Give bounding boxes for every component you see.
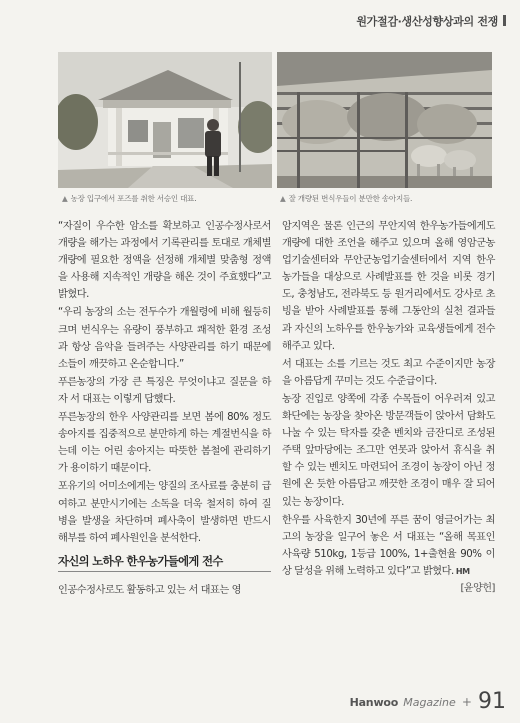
caption-triangle-icon: ▲ bbox=[62, 194, 68, 203]
paragraph: 암지역은 물론 인근의 무안지역 한우농가들에게도 개량에 대한 조언을 해주고 있으며 올해 영암군농업기술센터와 무안군농업기술센터에서 지역 한우농가들을 대상으로 사례발표를 한 것을 비롯 경기도, 충청남도, 전라북도 등 원거리에서도 강사로 초빙을 받아 사례발표를 통해 그동안의 실천 결과들과 자신의 노하우를 한우농가와 교육생들에게 전수해주고 있다. bbox=[282, 221, 495, 352]
page-footer bbox=[350, 689, 506, 714]
caption-text: 잘 개량된 번식우들이 분만한 송아지들. bbox=[288, 194, 413, 203]
plus-mark: + bbox=[461, 695, 472, 709]
caption-triangle-icon: ▲ bbox=[280, 194, 286, 203]
article-column-right bbox=[282, 218, 495, 597]
caption-text: 농장 입구에서 포즈를 취한 서승인 대표. bbox=[70, 194, 197, 203]
calves-photo bbox=[277, 52, 492, 188]
article-column-left bbox=[58, 218, 271, 599]
paragraph: 포유기의 어미소에게는 양질의 조사료를 충분히 급여하고 분만시기에는 소독을 더욱 철저히 하여 질병을 발생을 차단하며 폐사축이 발생하면 반드시 해부를 하여 폐사원인을 분석한다. bbox=[58, 481, 271, 544]
paragraph: 인공수정사로도 활동하고 있는 서 대표는 영 bbox=[58, 584, 241, 596]
farm-entrance-illustration bbox=[58, 52, 272, 188]
subheading: 자신의 노하우 한우농가들에게 전수 bbox=[58, 553, 271, 572]
paragraph: 푸른농장의 가장 큰 특징은 무엇이냐고 질문을 하자 서 대표는 이렇게 답했다. bbox=[58, 376, 271, 405]
paragraph-final-text: 한우를 사육한지 30년에 푸른 꿈이 영글어가는 최고의 농장을 일구어 놓은 서 대표는 “올해 목표인 사육량 510kg, 1등급 100%, 1+출현율 90% 이상 달성을 위해 노력하고 있다”고 밝혔다. bbox=[282, 514, 495, 577]
section-title-text: 원가절감·생산성향상과의 전쟁 bbox=[356, 15, 498, 28]
title-bar-decoration bbox=[503, 15, 506, 26]
page-number: 91 bbox=[478, 689, 506, 714]
author-byline: [윤양헌] bbox=[460, 582, 495, 594]
calves-illustration bbox=[277, 52, 492, 188]
paragraph: “우리 농장의 소는 전두수가 개월령에 비해 월등히 크며 번식우는 유량이 풍부하고 쾌적한 환경 조성과 항상 음악을 들려주는 사양관리를 하기 때문에 소들이 깨끗하고 온순합니다.” bbox=[58, 307, 271, 370]
paragraph: 푸른농장의 한우 사양관리를 보면 봄에 80% 정도 송아지를 집중적으로 분만하게 하는 계절번식을 하는데 이는 어린 송아지는 따뜻한 봄철에 관리하기가 용이하기 때문이다. bbox=[58, 412, 271, 475]
paragraph-final bbox=[282, 512, 495, 594]
paragraph: 서 대표는 소를 기르는 것도 최고 수준이지만 농장을 아름답게 꾸미는 것도 수준급이다. bbox=[282, 358, 495, 387]
section-title bbox=[356, 13, 506, 29]
paragraph: 농장 진입로 양쪽에 각종 수목들이 어우러져 있고 화단에는 농장을 찾아온 방문객들이 앉아서 담화도 나눌 수 있는 탁자를 갖춘 벤치와 금잔디로 조성된 주택 앞마당에는 조그만 연못과 앉아서 휴식을 취할 수 있는 벤치도 마련되어 조경이 농장이 아닌 정원에 온 듯한 아름답고 깨끗한 조경이 매우 잘 되어 있는 농장이다. bbox=[282, 393, 495, 508]
magazine-name: Magazine bbox=[403, 696, 456, 709]
photo-caption-right bbox=[280, 193, 412, 204]
paragraph: “자질이 우수한 암소를 확보하고 인공수정사로서 개량을 해가는 과정에서 기록관리를 토대로 개체별 개량에 필요한 정액을 선정해 개체별 맞춤형 정액을 사용해 지속적인 개량을 해온 것이 주효했다”고 밝혔다. bbox=[58, 221, 271, 301]
farm-entrance-photo bbox=[58, 52, 272, 188]
magazine-brand: Hanwoo bbox=[349, 696, 399, 709]
photo-caption-left bbox=[62, 193, 196, 204]
end-mark: HM bbox=[455, 566, 470, 576]
